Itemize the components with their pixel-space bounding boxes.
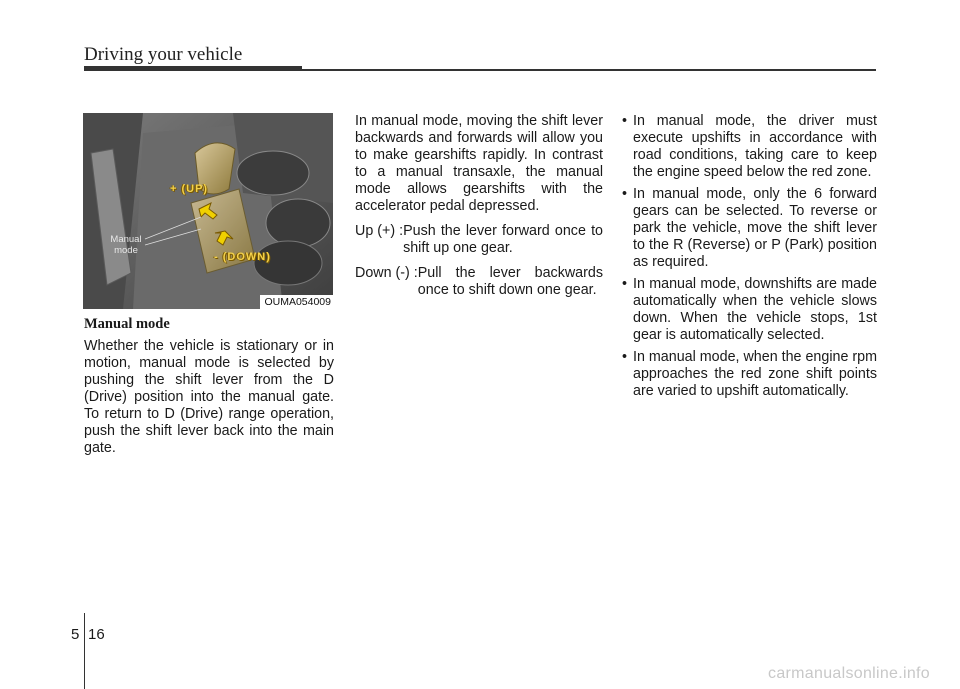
right-column <box>622 113 877 405</box>
definition-description: Push the lever forward once to shift up one gear. <box>403 223 603 256</box>
definition-up <box>355 223 603 257</box>
bullet-icon: • <box>622 276 628 292</box>
watermark: carmanualsonline.info <box>768 665 930 682</box>
list-item <box>622 349 877 400</box>
page-number: 16 <box>88 626 105 643</box>
manual-mode-notes <box>622 113 877 400</box>
bullet-icon: • <box>622 186 628 202</box>
shift-down-label: - (DOWN) <box>214 251 271 263</box>
manual-mode-label: Manual mode <box>110 234 142 256</box>
list-item <box>622 113 877 181</box>
header-rule-thin <box>300 69 876 71</box>
section-title: Driving your vehicle <box>84 44 243 65</box>
definition-description: Pull the lever backwards once to shift down one gear. <box>417 265 603 298</box>
manual-mode-paragraph: Whether the vehicle is stationary or in motion, manual mode is selected by pushing the shift lever from the D (Drive) position into the manual gate. To return to D (Drive) range operation, push the shift lever back into the main gate. <box>84 338 334 456</box>
definition-term: Down (-) : <box>355 265 418 281</box>
list-item <box>622 186 877 271</box>
list-item-text: In manual mode, when the engine rpm approaches the red zone shift points are varied to upshift automatically. <box>633 349 877 399</box>
middle-column <box>355 113 603 299</box>
definition-down <box>355 265 603 299</box>
bullet-icon: • <box>622 349 628 365</box>
manual-mode-intro: In manual mode, moving the shift lever backwards and forwards will allow you to make gearshifts rapidly. In contrast to a manual transaxle, the manual mode allows gearshifts with the accelerator pedal depressed. <box>355 113 603 214</box>
figure-code: OUMA054009 <box>260 295 333 309</box>
definition-term: Up (+) : <box>355 223 404 239</box>
manual-mode-heading: Manual mode <box>84 316 170 332</box>
left-column <box>84 316 334 457</box>
list-item-text: In manual mode, only the 6 forward gears can be selected. To reverse or park the vehicle, move the shift lever to the R (Reverse) or P (Park) position as required. <box>633 186 877 270</box>
shift-up-label: + (UP) <box>170 183 209 195</box>
gear-shift-figure <box>83 113 333 309</box>
header-rule-thick <box>84 66 302 71</box>
list-item-text: In manual mode, downshifts are made automatically when the vehicle slows down. When the vehicle stops, 1st gear is automatically selected. <box>633 276 877 343</box>
chapter-number: 5 <box>71 626 80 643</box>
bullet-icon: • <box>622 113 628 129</box>
list-item <box>622 276 877 344</box>
gear-shift-lever-illustration-icon <box>83 113 333 309</box>
list-item-text: In manual mode, the driver must execute upshifts in accordance with road conditions, taking care to keep the engine speed below the red zone. <box>633 113 877 180</box>
footer-rule <box>84 613 85 689</box>
